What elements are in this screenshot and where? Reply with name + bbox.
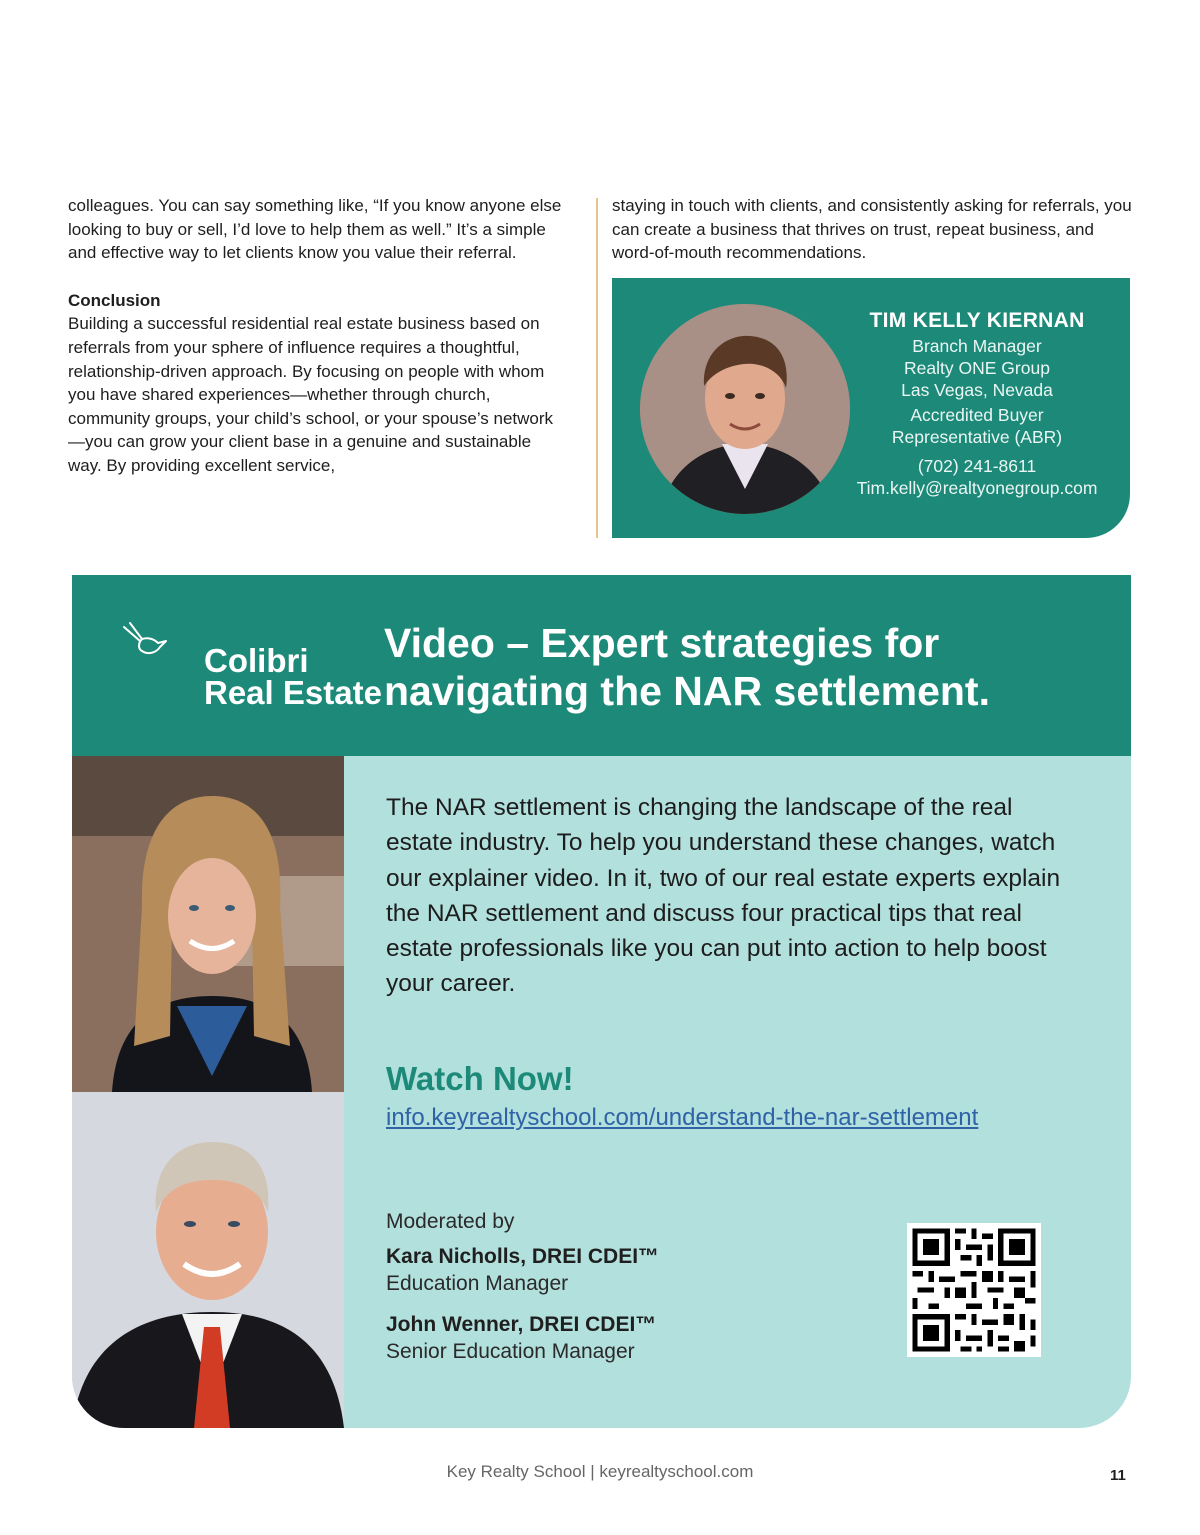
author-bio-card: [612, 278, 1130, 538]
author-photo: [640, 304, 850, 514]
moderator-name: Kara Nicholls, DREI CDEI™: [386, 1245, 660, 1268]
author-company: Realty ONE Group: [904, 358, 1050, 378]
moderator-john: [386, 1311, 656, 1365]
author-details: [842, 310, 1112, 499]
colibri-logo: [120, 619, 382, 719]
article-left-column: [68, 194, 568, 478]
author-email[interactable]: Tim.kelly@realtyonegroup.com: [856, 478, 1098, 498]
watch-now-heading: Watch Now!: [386, 1060, 574, 1097]
moderated-by-label: Moderated by: [386, 1210, 515, 1233]
page-footer: Key Realty School | keyrealtyschool.com: [446, 1462, 754, 1481]
moderator-role: Senior Education Manager: [386, 1340, 635, 1363]
column-divider: [596, 198, 598, 538]
moderator-kara: [386, 1243, 659, 1297]
conclusion-heading: Conclusion: [68, 290, 161, 310]
author-designation-line2: Representative (ABR): [891, 427, 1063, 447]
article-paragraph: staying in touch with clients, and consistently asking for referrals, you can create a business that thrives on trust, repeat business, and word-of-mouth recommendations.: [612, 196, 1132, 263]
qr-code-icon: [907, 1223, 1041, 1357]
promo-header: [72, 575, 1131, 756]
kara-nicholls-photo: [72, 756, 344, 1092]
author-designation-line1: Accredited Buyer: [910, 405, 1044, 425]
author-name: TIM KELLY KIERNAN: [869, 309, 1085, 332]
author-title: Branch Manager: [912, 336, 1042, 356]
article-right-column: [612, 194, 1132, 265]
kara-portrait-image: [72, 756, 344, 1092]
john-portrait-image: [72, 1092, 344, 1428]
moderator-name: John Wenner, DREI CDEI™: [386, 1313, 657, 1336]
conclusion-paragraph: Building a successful residential real estate business based on referrals from your sphere of influence requires a thoughtful, relationship-driven approach. By focusing on people with whom you have shared experiences—whether through church, community groups, your child’s school, or your spouse’s network—you can grow your client base in a genuine and sustainable way. By providing excellent service,: [68, 314, 554, 475]
author-location: Las Vegas, Nevada: [901, 380, 1053, 400]
moderator-role: Education Manager: [386, 1272, 569, 1295]
logo-text-line1: Colibri: [204, 642, 309, 679]
qr-code[interactable]: [907, 1223, 1041, 1357]
hummingbird-icon: [120, 619, 168, 667]
author-portrait-image: [640, 304, 850, 514]
page-number: 11: [1110, 1467, 1126, 1484]
article-paragraph: colleagues. You can say something like, “If you know anyone else looking to buy or sell, I’d love to help them as well.” It’s a simple and effective way to let clients know you value their referral.: [68, 196, 562, 263]
logo-text-line2: Real Estate: [204, 674, 382, 711]
promo-description: The NAR settlement is changing the landscape of the real estate industry. To help you understand these changes, watch our explainer video. In it, two of our real estate experts explain the NAR settlement and discuss four practical tips that real estate professionals like you can put into action to help boost your career.: [386, 794, 1061, 998]
video-link[interactable]: info.keyrealtyschool.com/understand-the-nar-settlement: [386, 1104, 979, 1131]
promo-title: Video – Expert strategies for navigating the NAR settlement.: [384, 620, 990, 714]
john-wenner-photo: [72, 1092, 344, 1428]
promo-body: [72, 756, 1131, 1428]
author-phone[interactable]: (702) 241-8611: [917, 456, 1037, 476]
